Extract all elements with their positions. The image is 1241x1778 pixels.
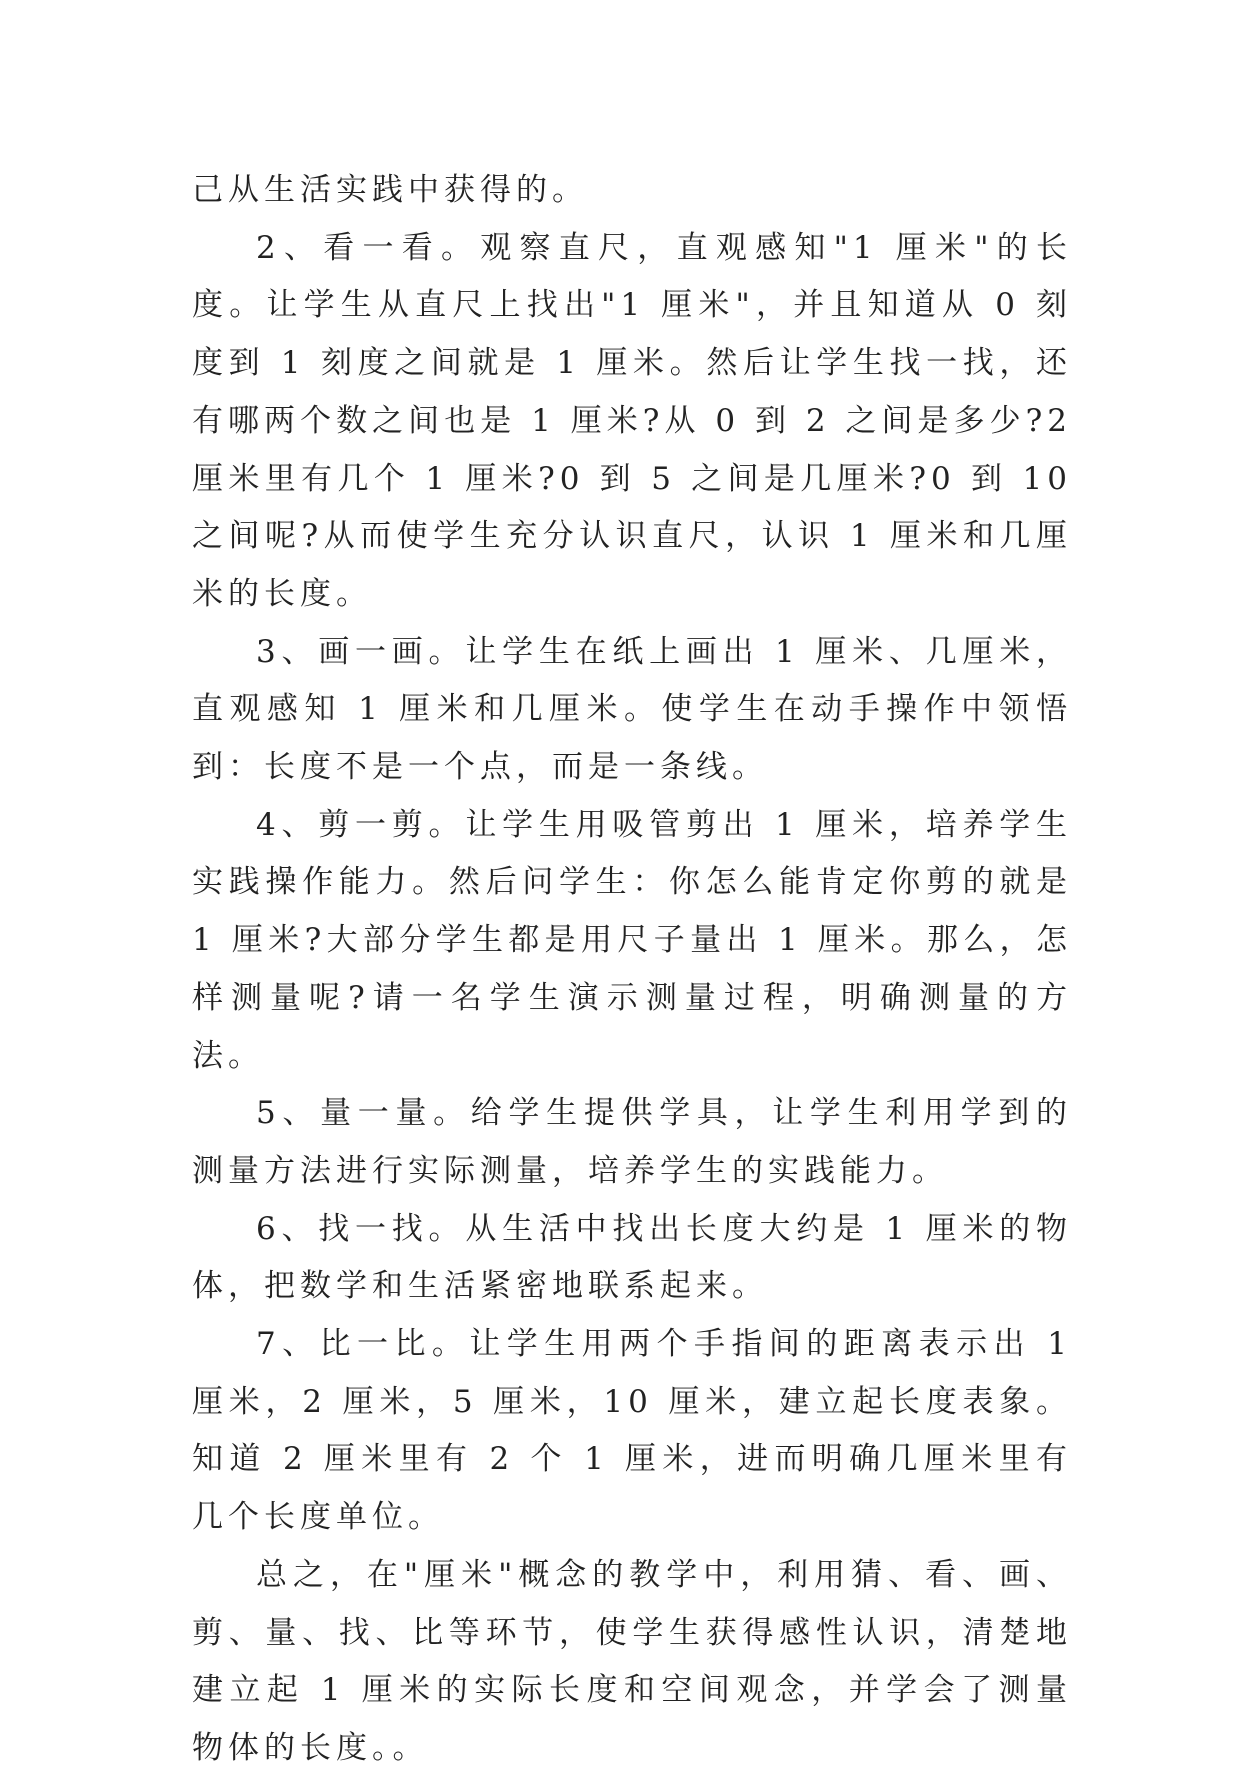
paragraph-step-7-compare: 7、比一比。让学生用两个手指间的距离表示出 1 厘米，2 厘米，5 厘米，10 厘米，建立起长度表象。知道 2 厘米里有 2 个 1 厘米，进而明确几厘米里有几个长度单位。 xyxy=(192,1326,1072,1536)
paragraph-continuation: 己从生活实践中获得的。 xyxy=(192,172,588,208)
paragraph-step-6-find: 6、找一找。从生活中找出长度大约是 1 厘米的物体，把数学和生活紧密地联系起来。 xyxy=(192,1210,1072,1305)
paragraph-summary: 总之，在"厘米"概念的教学中，利用猜、看、画、剪、量、找、比等环节，使学生获得感性认识，清楚地建立起 1 厘米的实际长度和空间观念，并学会了测量物体的长度。。 xyxy=(192,1556,1072,1766)
document-body xyxy=(192,162,1072,1778)
paragraph-step-4-cut: 4、剪一剪。让学生用吸管剪出 1 厘米，培养学生实践操作能力。然后问学生：你怎么能肯定你剪的就是 1 厘米?大部分学生都是用尺子量出 1 厘米。那么，怎样测量呢?请一名学生演示测量过程，明确测量的方法。 xyxy=(192,806,1072,1074)
paragraph-step-2-look: 2、看一看。观察直尺，直观感知"1 厘米"的长度。让学生从直尺上找出"1 厘米"，并且知道从 0 刻度到 1 刻度之间就是 1 厘米。然后让学生找一找，还有哪两个数之间也是 1 厘米?从 0 到 2 之间是多少?2 厘米里有几个 1 厘米?0 到 5 之间是几厘米?0 到 10 之间呢?从而使学生充分认识直尺，认识 1 厘米和几厘米的长度。 xyxy=(192,229,1072,612)
paragraph-step-3-draw: 3、画一画。让学生在纸上画出 1 厘米、几厘米，直观感知 1 厘米和几厘米。使学生在动手操作中领悟到：长度不是一个点，而是一条线。 xyxy=(192,633,1072,786)
paragraph-step-5-measure: 5、量一量。给学生提供学具，让学生利用学到的测量方法进行实际测量，培养学生的实践能力。 xyxy=(192,1095,1072,1189)
